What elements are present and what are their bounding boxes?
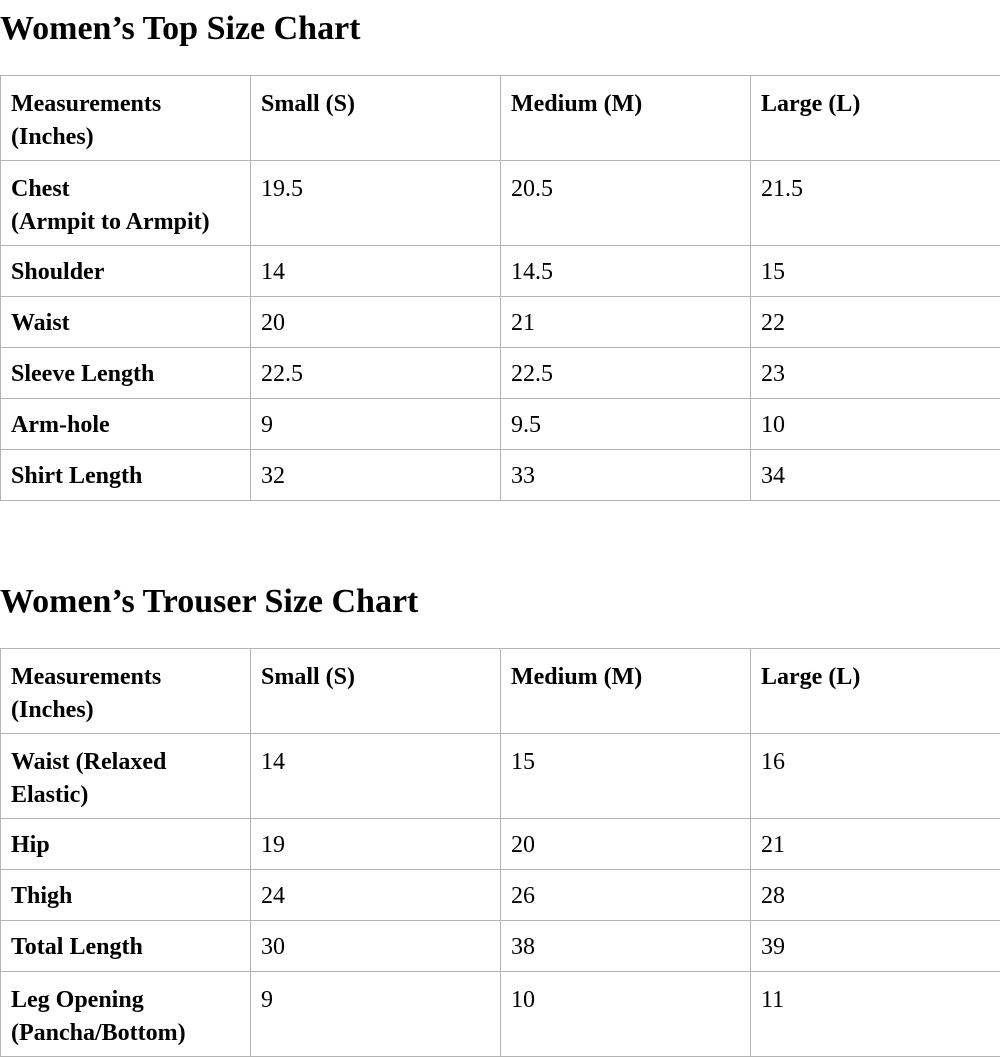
- cell-small: 14: [251, 246, 501, 297]
- row-label: Sleeve Length: [1, 348, 251, 399]
- cell-medium: 26: [501, 870, 751, 921]
- row-label: Waist: [1, 297, 251, 348]
- cell-medium: 20.5: [501, 161, 751, 246]
- table-row: [1, 297, 1000, 348]
- row-label: Total Length: [1, 921, 251, 972]
- cell-small: 32: [251, 450, 501, 501]
- cell-large: 23: [751, 348, 1000, 399]
- table-header-row: [1, 649, 1000, 734]
- row-label: Thigh: [1, 870, 251, 921]
- column-header-medium: Medium (M): [501, 649, 751, 734]
- cell-small: 19.5: [251, 161, 501, 246]
- cell-medium: 9.5: [501, 399, 751, 450]
- cell-large: 11: [751, 972, 1000, 1057]
- row-label: Arm-hole: [1, 399, 251, 450]
- table-row: [1, 399, 1000, 450]
- table-row: [1, 921, 1000, 972]
- cell-medium: 14.5: [501, 246, 751, 297]
- cell-small: 24: [251, 870, 501, 921]
- top-size-chart-table: [0, 75, 1000, 501]
- cell-large: 21: [751, 819, 1000, 870]
- table-row: [1, 161, 1000, 246]
- column-header-large: Large (L): [751, 76, 1000, 161]
- cell-large: 28: [751, 870, 1000, 921]
- row-label: Leg Opening (Pancha/Bottom): [1, 972, 251, 1057]
- cell-small: 19: [251, 819, 501, 870]
- row-label: Shoulder: [1, 246, 251, 297]
- cell-medium: 15: [501, 734, 751, 819]
- top-size-chart-title: Women’s Top Size Chart: [0, 9, 361, 49]
- cell-large: 22: [751, 297, 1000, 348]
- table-row: [1, 734, 1000, 819]
- row-label: Shirt Length: [1, 450, 251, 501]
- column-header-small: Small (S): [251, 76, 501, 161]
- cell-medium: 33: [501, 450, 751, 501]
- cell-large: 21.5: [751, 161, 1000, 246]
- row-label: Chest (Armpit to Armpit): [1, 161, 251, 246]
- column-header-measurements: Measurements (Inches): [1, 649, 251, 734]
- column-header-small: Small (S): [251, 649, 501, 734]
- cell-small: 30: [251, 921, 501, 972]
- cell-large: 16: [751, 734, 1000, 819]
- table-row: [1, 246, 1000, 297]
- cell-small: 20: [251, 297, 501, 348]
- cell-medium: 22.5: [501, 348, 751, 399]
- cell-small: 22.5: [251, 348, 501, 399]
- row-label: Hip: [1, 819, 251, 870]
- table-row: [1, 348, 1000, 399]
- trouser-size-chart-title: Women’s Trouser Size Chart: [0, 582, 418, 622]
- cell-small: 9: [251, 399, 501, 450]
- cell-large: 34: [751, 450, 1000, 501]
- column-header-medium: Medium (M): [501, 76, 751, 161]
- table-row: [1, 972, 1000, 1057]
- table-row: [1, 870, 1000, 921]
- cell-large: 15: [751, 246, 1000, 297]
- column-header-large: Large (L): [751, 649, 1000, 734]
- cell-large: 10: [751, 399, 1000, 450]
- cell-medium: 20: [501, 819, 751, 870]
- cell-small: 14: [251, 734, 501, 819]
- column-header-measurements: Measurements (Inches): [1, 76, 251, 161]
- table-header-row: [1, 76, 1000, 161]
- cell-medium: 38: [501, 921, 751, 972]
- table-row: [1, 450, 1000, 501]
- cell-medium: 10: [501, 972, 751, 1057]
- table-row: [1, 819, 1000, 870]
- cell-small: 9: [251, 972, 501, 1057]
- cell-large: 39: [751, 921, 1000, 972]
- trouser-size-chart-table: [0, 648, 1000, 1057]
- row-label: Waist (Relaxed Elastic): [1, 734, 251, 819]
- cell-medium: 21: [501, 297, 751, 348]
